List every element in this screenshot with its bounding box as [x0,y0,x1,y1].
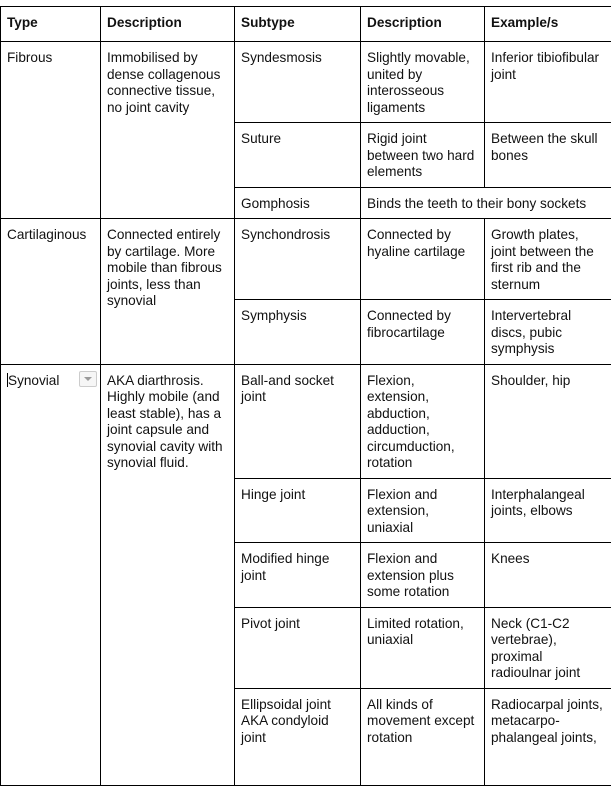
cell-example[interactable]: Inferior tibiofibular joint [485,42,611,123]
header-row [1,7,611,42]
cell-subtype-description[interactable]: Flexion and extension, uniaxial [361,478,485,543]
cell-subtype-description[interactable]: All kinds of movement except rotation [361,688,485,785]
cell-subtype-description[interactable]: Slightly movable, united by interosseous ligaments [361,42,485,123]
cell-subtype-description[interactable]: Limited rotation, uniaxial [361,607,485,688]
header-description[interactable]: Description [101,7,235,42]
cell-subtype[interactable]: Suture [235,123,361,188]
header-subtype-description[interactable]: Description [361,7,485,42]
cell-example[interactable]: Growth plates, joint between the first rib and the sternum [485,219,611,300]
joint-types-table [0,6,611,786]
cell-subtype-description[interactable]: Rigid joint between two hard elements [361,123,485,188]
cell-example[interactable]: Interphalangeal joints, elbows [485,478,611,543]
cell-description-fibrous[interactable]: Immobilised by dense collagenous connective tissue, no joint cavity [101,42,235,219]
cell-subtype[interactable]: Syndesmosis [235,42,361,123]
cell-type-synovial[interactable] [1,364,101,785]
cell-subtype[interactable]: Ellipsoidal joint AKA condyloid joint [235,688,361,785]
cell-subtype[interactable]: Gomphosis [235,187,361,219]
cell-subtype[interactable]: Hinge joint [235,478,361,543]
cell-subtype[interactable]: Modified hinge joint [235,543,361,608]
table-row [1,219,611,300]
cell-description-synovial[interactable]: AKA diarthrosis. Highly mobile (and least stable), has a joint capsule and synovial cavity with synovial fluid. [101,364,235,785]
cell-subtype-description[interactable]: Connected by hyaline cartilage [361,219,485,300]
cell-subtype-description[interactable]: Flexion and extension plus some rotation [361,543,485,608]
cell-example[interactable]: Radiocarpal joints, metacarpo-phalangeal joints, [485,688,611,785]
cell-subtype-description[interactable]: Flexion, extension, abduction, adduction, circumduction, rotation [361,364,485,478]
cell-subtype[interactable]: Symphysis [235,300,361,365]
cell-example[interactable]: Between the skull bones [485,123,611,188]
header-subtype[interactable]: Subtype [235,7,361,42]
cell-example[interactable]: Intervertebral discs, pubic symphysis [485,300,611,365]
header-examples[interactable]: Example/s [485,7,611,42]
cell-subtype[interactable]: Pivot joint [235,607,361,688]
chevron-down-icon[interactable] [79,371,97,387]
cell-description-cartilaginous[interactable]: Connected entirely by cartilage. More mobile than fibrous joints, less than synovial [101,219,235,365]
cell-example[interactable]: Neck (C1-C2 vertebrae), proximal radioulnar joint [485,607,611,688]
table-row [1,42,611,123]
table-row [1,364,611,478]
cell-type-synovial-text: Synovial [8,372,60,388]
cell-merged-description[interactable]: Binds the teeth to their bony sockets [361,187,611,219]
header-type[interactable]: Type [1,7,101,42]
cell-type-fibrous[interactable]: Fibrous [1,42,101,219]
cell-type-cartilaginous[interactable]: Cartilaginous [1,219,101,365]
cell-subtype-description[interactable]: Connected by fibrocartilage [361,300,485,365]
cell-example[interactable]: Knees [485,543,611,608]
cell-subtype[interactable]: Synchondrosis [235,219,361,300]
cell-subtype[interactable]: Ball-and socket joint [235,364,361,478]
cell-example[interactable]: Shoulder, hip [485,364,611,478]
